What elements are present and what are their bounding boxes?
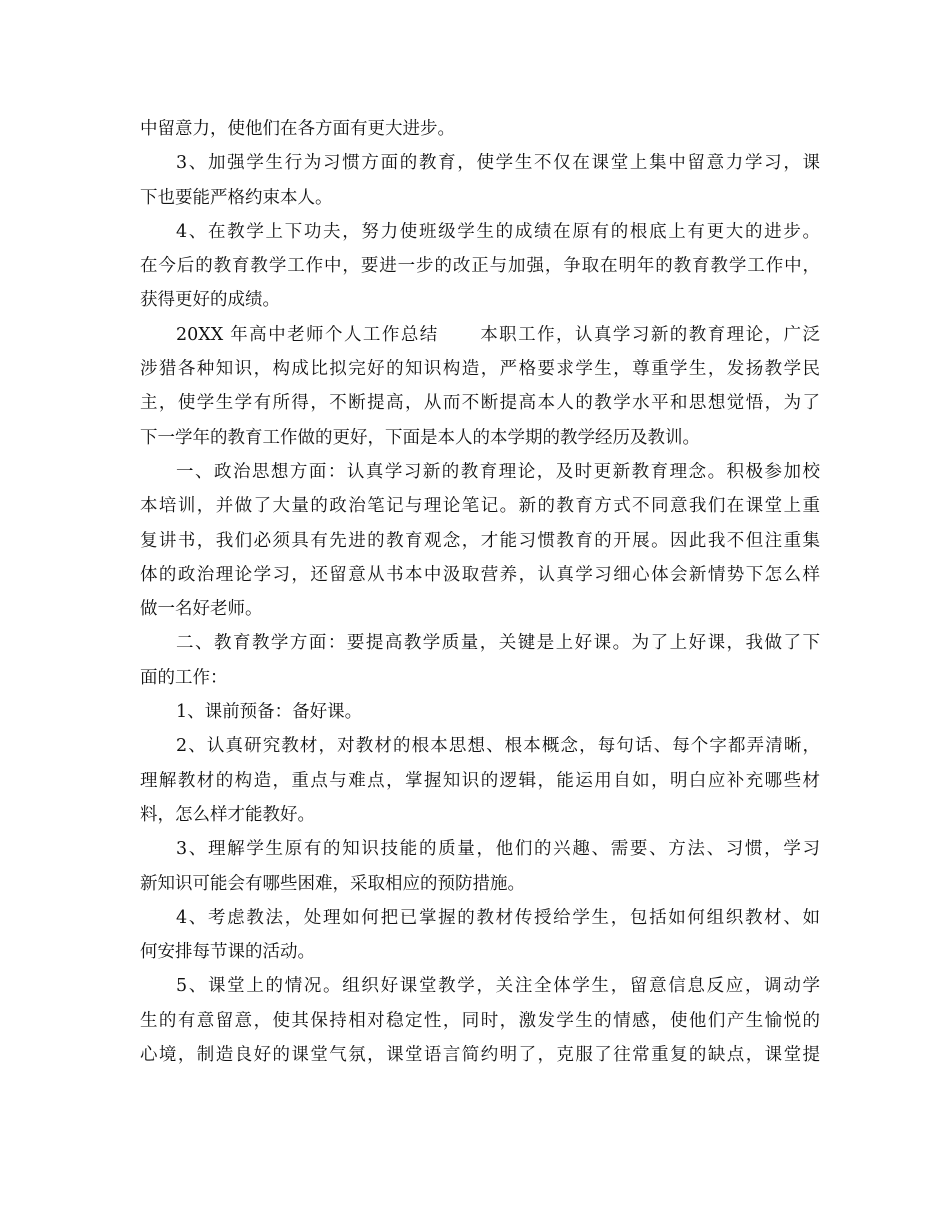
paragraph-line: 理解教材的构造，重点与难点，掌握知识的逻辑，能运用自如，明白应补充哪些材: [140, 770, 820, 791]
paragraph-line: 4、在教学上下功夫，努力使班级学生的成绩在原有的根底上有更大的进步。: [176, 221, 820, 242]
paragraph-line: 2、认真研究教材，对教材的根本思想、根本概念，每句话、每个字都弄清晰，: [176, 736, 820, 757]
paragraph-line: 3、理解学生原有的知识技能的质量，他们的兴趣、需要、方法、习惯，学习: [176, 839, 820, 860]
paragraph-line: 中留意力，使他们在各方面有更大进步。: [140, 119, 455, 139]
paragraph-line: 做一名好老师。: [140, 599, 263, 620]
paragraph-line: 在今后的教育教学工作中，要进一步的改正与加强，争取在明年的教育教学工作中，: [140, 256, 820, 277]
paragraph-line: 复讲书，我们必须具有先进的教育观念，才能习惯教育的开展。因此我不但注重集: [140, 530, 820, 551]
paragraph-line: 5、课堂上的情况。组织好课堂教学，关注全体学生，留意信息反应，调动学: [176, 976, 820, 997]
paragraph-line: 涉猎各种知识，构成比拟完好的知识构造，严格要求学生，尊重学生，发扬教学民: [140, 359, 820, 380]
paragraph-line: 获得更好的成绩。: [140, 290, 280, 311]
paragraph-line: [140, 318, 820, 352]
section-title: 20XX 年高中老师个人工作总结: [176, 324, 439, 345]
paragraph-line: 料，怎么样才能教好。: [140, 804, 315, 825]
paragraph-line: 1、课前预备：备好课。: [176, 702, 363, 723]
paragraph-line: 体的政治理论学习，还留意从书本中汲取营养，认真学习细心体会新情势下怎么样: [140, 564, 820, 585]
paragraph-line: 4、考虑教法，处理如何把已掌握的教材传授给学生，包括如何组织教材、如: [176, 907, 820, 928]
paragraph-line: 何安排每节课的活动。: [140, 942, 315, 963]
paragraph-line: 一、政治思想方面：认真学习新的教育理论，及时更新教育理念。积极参加校: [176, 461, 820, 482]
document-body: [140, 112, 820, 1072]
paragraph-line: 下也要能严格约束本人。: [140, 187, 333, 208]
paragraph-line: 二、教育教学方面：要提高教学质量，关键是上好课。为了上好课，我做了下: [176, 633, 820, 654]
paragraph-line: 生的有意留意，使其保持相对稳定性，同时，激发学生的情感，使他们产生愉悦的: [140, 1010, 820, 1031]
paragraph-line: 3、加强学生行为习惯方面的教育，使学生不仅在课堂上集中留意力学习，课: [176, 153, 820, 174]
paragraph-text: 本职工作，认真学习新的教育理论，广泛: [478, 324, 820, 345]
paragraph-line: 面的工作：: [140, 667, 228, 688]
paragraph-line: 主，使学生学有所得，不断提高，从而不断提高本人的教学水平和思想觉悟，为了: [140, 393, 820, 414]
paragraph-line: 本培训，并做了大量的政治笔记与理论笔记。新的教育方式不同意我们在课堂上重: [140, 496, 820, 517]
paragraph-line: 新知识可能会有哪些困难，采取相应的预防措施。: [140, 873, 525, 894]
paragraph-line: 心境，制造良好的课堂气氛，课堂语言简约明了，克服了往常重复的缺点，课堂提: [140, 1045, 820, 1066]
paragraph-line: 下一学年的教育工作做的更好，下面是本人的本学期的教学经历及教训。: [140, 427, 700, 448]
